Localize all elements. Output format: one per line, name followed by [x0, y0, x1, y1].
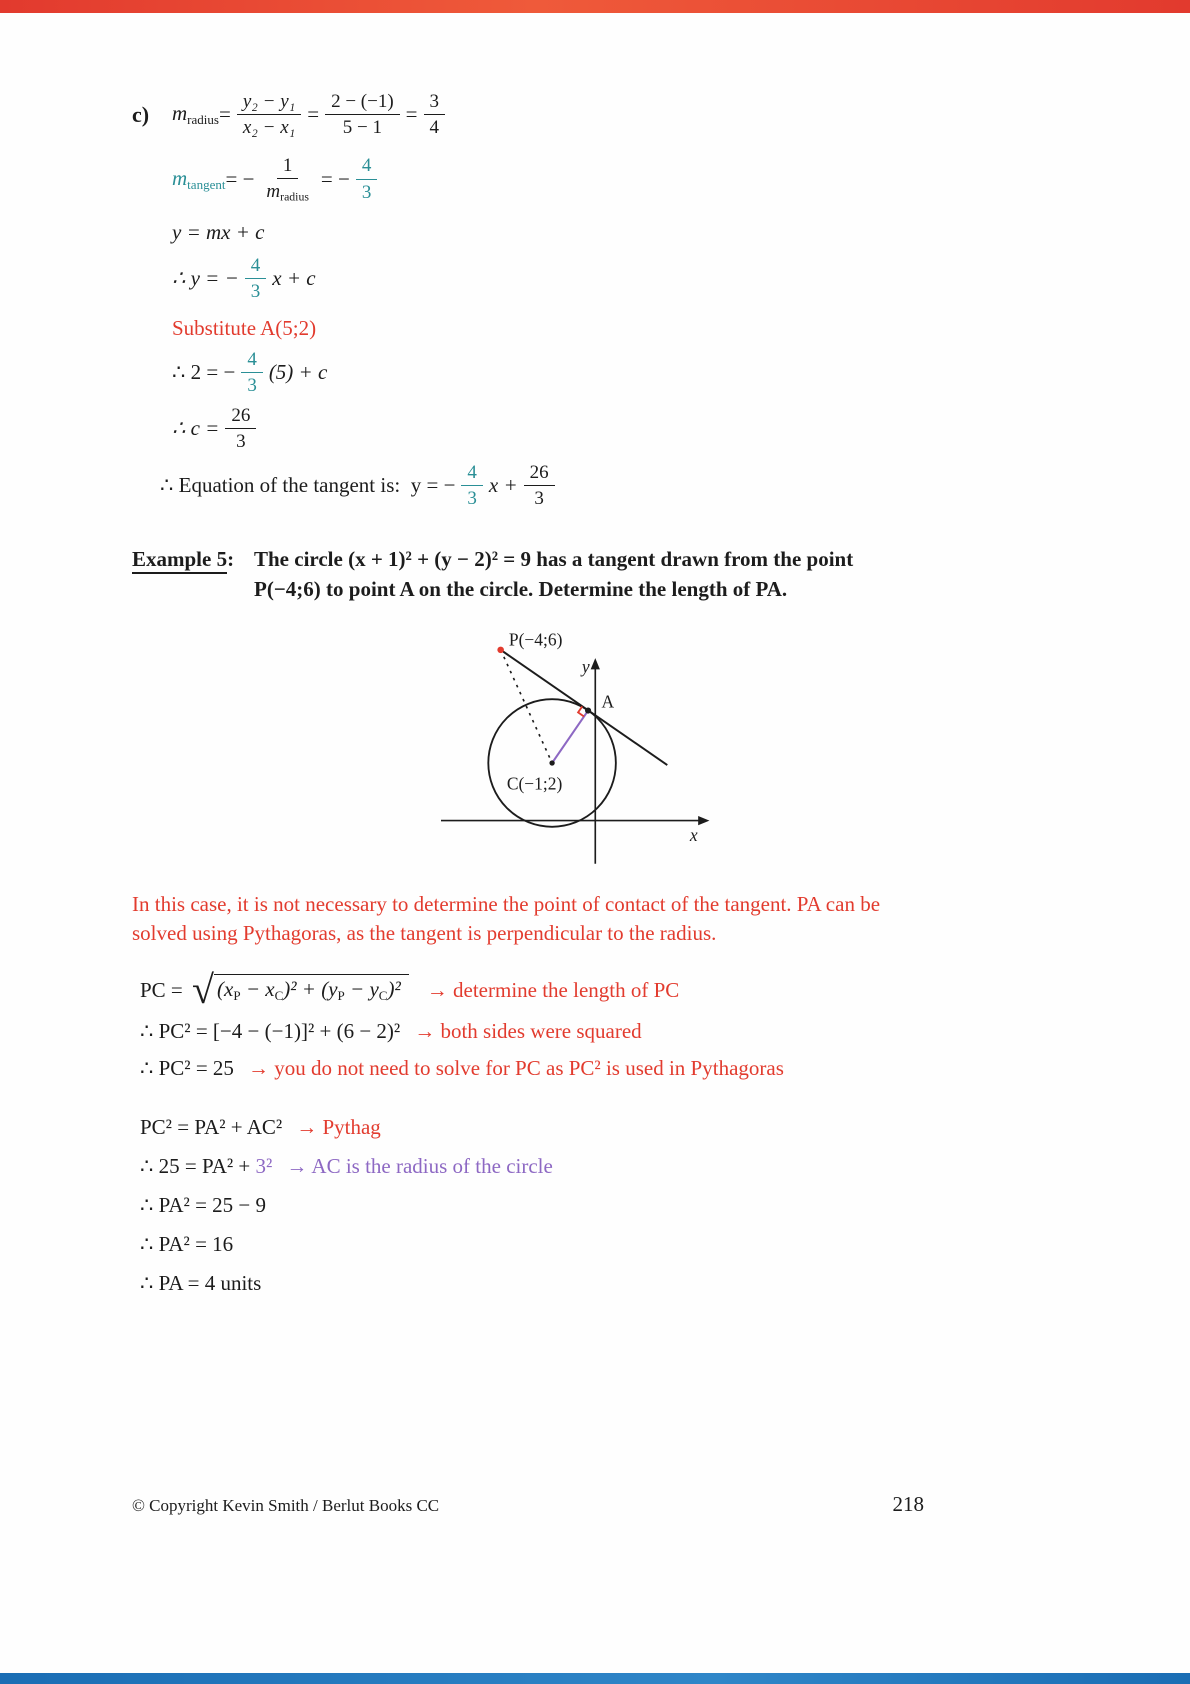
fraction-intercept	[524, 462, 555, 510]
math-line-m-radius	[132, 91, 1040, 139]
math-line-pc-squared-value	[140, 1056, 1040, 1081]
math-line-pa-result	[140, 1271, 1040, 1296]
fraction-numerator: 4	[245, 255, 267, 279]
fraction-denominator: 3	[534, 488, 544, 510]
math-text: ∴ PC² = 25	[140, 1056, 234, 1081]
fraction-denominator: 5 − 1	[342, 117, 382, 139]
math-line-radius-substituted	[140, 1154, 1040, 1179]
math-text: − x	[240, 977, 275, 1002]
math-line-pythagoras	[140, 1115, 1040, 1140]
y-axis-arrow	[591, 658, 600, 669]
subscript-p: P	[337, 988, 345, 1004]
explanatory-note-line1: In this case, it is not necessary to determine the point of contact of the tangent. PA can be	[132, 891, 881, 916]
math-text: PC² = PA² + AC²	[140, 1115, 283, 1140]
distance-calculation-block	[140, 967, 1040, 1081]
fraction-denominator: 4	[429, 117, 440, 139]
fraction-reciprocal	[260, 155, 315, 204]
equals-sign: =	[218, 102, 231, 127]
point-a-dot	[585, 707, 591, 713]
fraction-numerator: 2 − (−1)	[325, 91, 400, 115]
math-line-pc-squared	[140, 1019, 1040, 1044]
fraction-numerator: y₂ − y₁	[237, 91, 301, 115]
subscript-c: C	[378, 988, 388, 1004]
example-5-heading	[132, 544, 1040, 605]
fraction-numerator: 1	[277, 155, 299, 179]
point-c-dot	[549, 760, 554, 765]
math-line-general-eq	[132, 220, 1040, 245]
page-footer	[132, 1492, 924, 1517]
fraction-denominator: 3	[236, 430, 246, 452]
example-label-colon: :	[227, 546, 235, 571]
circle-tangent-diagram	[420, 619, 750, 876]
annotation-pythag: → Pythag	[296, 1115, 381, 1140]
page-content	[132, 13, 1040, 1296]
fraction-result	[424, 91, 446, 139]
label-point-p: P(−4;6)	[508, 629, 563, 650]
pythagoras-block	[140, 1115, 1040, 1296]
fraction-numerator: 26	[524, 462, 555, 486]
math-text: (x	[216, 977, 234, 1002]
page-number: 218	[892, 1492, 924, 1516]
math-text: ∴ PA² = 25 − 9	[140, 1193, 267, 1218]
fraction-numerator: 4	[461, 462, 483, 486]
equals-minus: = −	[225, 166, 255, 191]
fraction-numerator: 4	[356, 155, 378, 179]
fraction-numerator: 26	[225, 405, 256, 429]
fraction-tangent-slope	[356, 155, 378, 203]
example-statement-line2: P(−4;6) to point A on the circle. Determine the length of PA.	[254, 577, 788, 602]
square-root	[192, 967, 409, 1013]
label-x-axis: x	[689, 824, 698, 845]
x-axis-arrow	[698, 815, 709, 824]
fraction-denominator: 3	[361, 181, 372, 203]
fraction-denominator	[260, 179, 315, 204]
math-text: ∴ Equation of the tangent is: y = −	[160, 473, 456, 498]
fraction-slope	[461, 462, 483, 510]
example-statement	[254, 544, 853, 605]
equals-sign: =	[307, 102, 320, 127]
m-radius-symbol	[172, 101, 219, 128]
label-point-c: C(−1;2)	[506, 773, 563, 794]
math-text: − y	[344, 977, 379, 1002]
label-point-a: A	[601, 690, 615, 711]
part-label: c)	[132, 101, 150, 127]
fraction-slope	[245, 255, 267, 303]
math-text: y = mx + c	[172, 219, 265, 244]
math-text: )²	[387, 977, 401, 1002]
fraction-slope-formula	[237, 91, 301, 139]
math-text: x +	[488, 473, 518, 498]
scan-edge-top	[0, 0, 1190, 13]
fraction-denominator: x₂ − x₁	[242, 117, 296, 139]
math-line-pc-distance-formula	[140, 967, 1040, 1013]
explanatory-note	[132, 890, 1040, 949]
label-y-axis: y	[581, 656, 590, 677]
math-text: ∴ 2 = −	[172, 360, 236, 385]
math-text: ∴ c =	[172, 415, 220, 440]
math-line-tangent-equation	[160, 462, 1040, 510]
math-line-c-value	[132, 405, 1040, 453]
equals-minus: = −	[320, 166, 350, 191]
annotation-ac-radius: → AC is the radius of the circle	[286, 1154, 553, 1179]
substitute-instruction: Substitute A(5;2)	[172, 316, 317, 341]
scan-edge-bottom	[0, 1673, 1190, 1684]
diagram-svg	[420, 619, 750, 871]
annotation-determine-pc: → determine the length of PC	[426, 978, 680, 1003]
radicand	[214, 974, 409, 1004]
radical-sign-icon: √	[192, 967, 214, 1013]
math-text: ∴ y = −	[172, 265, 239, 290]
math-text: ∴ PC² = [−4 − (−1)]² + (6 − 2)²	[140, 1019, 401, 1044]
m-radius-subscript: radius	[187, 112, 219, 128]
m-radius-subscript: radius	[280, 190, 309, 204]
fraction-slope	[241, 349, 263, 397]
math-line-pa-squared-value	[140, 1232, 1040, 1257]
math-text: PC =	[140, 978, 189, 1003]
example-label	[132, 544, 254, 605]
annotation-pc-used-in-pythagoras: → you do not need to solve for PC as PC² is used in Pythagoras	[247, 1056, 784, 1081]
math-text: (5) + c	[268, 360, 328, 385]
math-line-tangent-form	[132, 255, 1040, 303]
math-text: ∴ PA = 4 units	[140, 1271, 262, 1296]
point-p-dot	[497, 646, 504, 653]
subscript-c: C	[274, 988, 284, 1004]
fraction-denominator: 3	[247, 375, 257, 397]
explanatory-note-line2: solved using Pythagoras, as the tangent is perpendicular to the radius.	[132, 920, 717, 945]
radius-squared-term: 3²	[255, 1154, 273, 1179]
subscript-p: P	[233, 988, 241, 1004]
math-text: ∴ 25 = PA² +	[140, 1154, 256, 1179]
math-text: m	[172, 101, 188, 126]
fraction-substituted	[325, 91, 400, 139]
math-line-pa-squared-diff	[140, 1193, 1040, 1218]
math-line-substituted	[132, 349, 1040, 397]
math-text: x + c	[272, 265, 316, 290]
math-text: m	[172, 165, 188, 190]
fraction-numerator: 3	[424, 91, 446, 115]
math-text: )² + (y	[283, 977, 338, 1002]
radius-ca	[552, 710, 588, 762]
math-text: ∴ PA² = 16	[140, 1232, 234, 1257]
solution-part-c	[132, 13, 1040, 510]
copyright-text: © Copyright Kevin Smith / Berlut Books CC	[132, 1496, 440, 1515]
equals-sign: =	[405, 102, 418, 127]
fraction-numerator: 4	[241, 349, 263, 373]
example-label-text: Example 5	[132, 547, 227, 574]
m-tangent-symbol	[172, 166, 225, 193]
fraction-denominator: 3	[467, 488, 477, 510]
m-tangent-subscript: tangent	[187, 176, 226, 192]
annotation-both-sides-squared: → both sides were squared	[414, 1019, 642, 1044]
fraction-denominator: 3	[250, 280, 261, 302]
example-statement-line1: The circle (x + 1)² + (y − 2)² = 9 has a tangent drawn from the point	[254, 546, 854, 571]
fraction-c-value	[225, 405, 256, 453]
math-line-m-tangent	[132, 155, 1040, 204]
math-text: m	[266, 180, 281, 202]
